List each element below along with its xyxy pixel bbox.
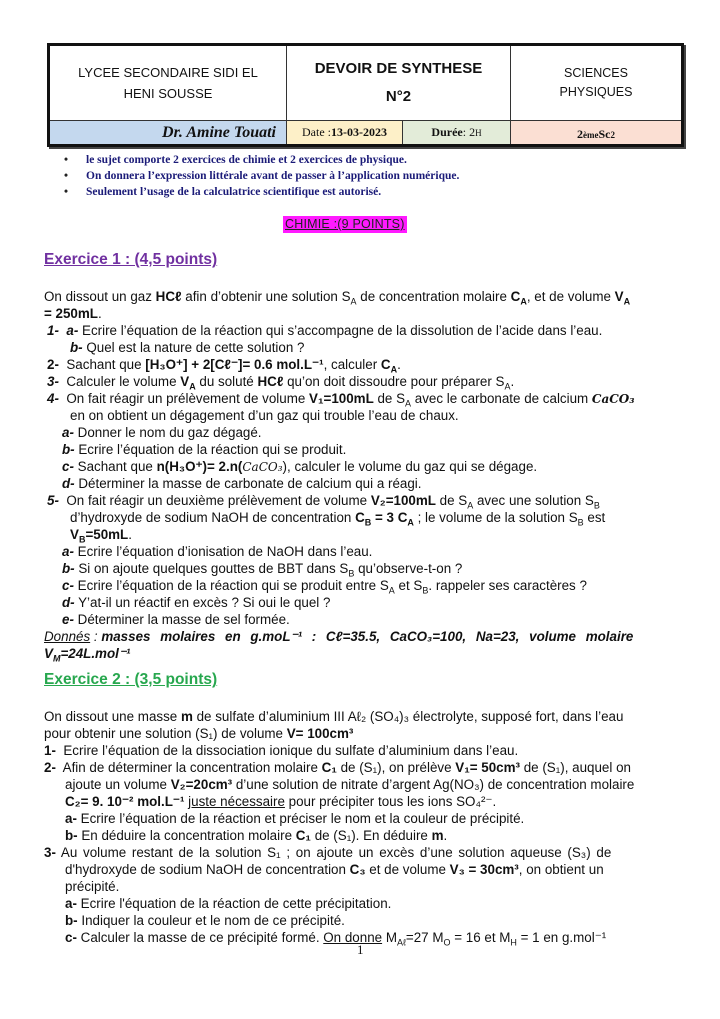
class-level: 2 [577, 127, 583, 141]
ex1-question-5: 5- On fait réagir un deuxième prélèvement de volume V₂=100mL de $S_A$ avec une solution $S_B$ [47, 493, 600, 511]
subject-line-1: SCIENCES [564, 66, 628, 80]
school-line-2: HENI SOUSSE [123, 86, 213, 101]
exercise-1-intro: On dissout un gaz HCℓ afin d’obtenir une solution $S_A$ de concentration molaire $C_A$, et de volume $V_A$ = 250mL. [44, 289, 631, 321]
ex1-question-5-cont2: $V_B=50mL$. [70, 527, 132, 545]
ex1-question-5a: a- Ecrire l’équation d’ionisation de NaOH dans l’eau. [62, 544, 373, 559]
ex1-question-4c: c- Sachant que n(H₃O⁺)= 2.n(CaCO₃), calculer le volume du gaz qui se dégage. [62, 459, 538, 474]
ex2-question-3: 3- Au volume restant de la solution S₁ ; on ajoute un excès d’une solution aqueuse (S₃) de [44, 845, 612, 860]
ex2-intro-cont: pour obtenir une solution (S₁) de volume V= 100cm³ [44, 726, 354, 741]
ex1-question-5b: b- Si on ajoute quelques gouttes de BBT dans $S_B$ qu’observe-t-on ? [62, 561, 463, 579]
school-name [50, 46, 287, 120]
ex2-question-2-cont: ajoute un volume V₂=20cm³ d’une solution de nitrate d’argent Ag(NO₃) de concentration molaire [65, 777, 635, 792]
date-value: 13-03-2023 [331, 125, 387, 139]
exam-duration: Durée : 2 H [403, 121, 511, 144]
subject [511, 46, 681, 120]
exam-date [287, 121, 403, 144]
ex2-question-2-cont2: C₂= 9. 10⁻² mol.L⁻¹ juste nécessaire pour précipiter tous les ions SO₄²⁻. [65, 794, 497, 809]
exam-number: N°2 [385, 88, 412, 105]
ex2-question-3c: c- Calculer la masse de ce précipité formé. On donne $M_{A\ell}=27$ $M_O = 16$ et $M_H = 1$ en g.mol⁻¹ [65, 930, 607, 948]
ex1-question-1b: b- Quel est la nature de cette solution ? [70, 340, 305, 355]
instructions-list [62, 152, 459, 200]
ex1-question-1a: 1- a- Ecrire l’équation de la réaction qui s’accompagne de la dissolution de l’acide dans l’eau. [47, 323, 603, 338]
page-number: 1 [357, 942, 364, 957]
ex2-question-2b: b- En déduire la concentration molaire C₁ de (S₁). En déduire m. [65, 828, 448, 843]
exam-title-text: DEVOIR DE SYNTHESE [314, 60, 483, 77]
ex1-question-4-cont: en on obtient un dégagement d’un gaz qui trouble l’eau de chaux. [70, 408, 459, 423]
exercise-1-title: Exercice 1 : (4,5 points) [44, 251, 218, 268]
ex1-question-4: 4- On fait réagir un prélèvement de volume V₁=100mL de $S_A$ avec le carbonate de calcium CaCO₃ [47, 391, 635, 409]
ex1-question-2: 2- Sachant que [H₃O⁺] + 2[Cℓ⁻]= 0.6 mol.L⁻¹, calculer $C_A$. [47, 357, 401, 375]
ex2-question-3-cont: d'hydroxyde de sodium NaOH de concentration C₃ et de volume V₃ = 30cm³, on obtient un [65, 862, 604, 877]
ex2-intro: On dissout une masse m de sulfate d’aluminium III Aℓ₂ (SO₄)₃ électrolyte, supposé fort, dans l’eau [44, 709, 624, 724]
ex1-given-data-cont: $V_M=24L.mol^{-1}$ [44, 646, 131, 664]
author-name: Dr. Amine Touati [50, 121, 287, 144]
ex2-question-2a: a- Ecrire l’équation de la réaction et préciser le nom et la couleur de précipité. [65, 811, 525, 826]
ex1-question-5c: c- Ecrire l’équation de la réaction qui se produit entre $S_A$ et $S_B$. rappeler ses caractères ? [62, 578, 587, 596]
instruction-item: • le sujet comporte 2 exercices de chimie et 2 exercices de physique. [62, 152, 459, 168]
header-row-top [50, 46, 681, 120]
ex1-question-3: 3- Calculer le volume $V_A$ du soluté HCℓ qu’on doit dissoudre pour préparer $S_A$. [47, 374, 515, 392]
ex1-question-4a: a- Donner le nom du gaz dégagé. [62, 425, 262, 440]
exam-title [287, 46, 511, 120]
ex1-question-5d: d- Y’at-il un réactif en excès ? Si oui le quel ? [62, 595, 331, 610]
class-section: Sc [598, 127, 611, 141]
ex2-question-3a: a- Ecrire l'équation de la réaction de cette précipitation. [65, 896, 392, 911]
school-line-1: LYCEE SECONDAIRE SIDI EL [78, 65, 258, 80]
instruction-item: • Seulement l’usage de la calculatrice scientifique est autorisé. [62, 184, 459, 200]
duration-label: Durée [431, 125, 463, 139]
ex2-question-2: 2- Afin de déterminer la concentration molaire C₁ de (S₁), on prélève V₁= 50cm³ de (S₁), auquel on [44, 760, 631, 775]
subject-line-2: PHYSIQUES [559, 85, 633, 99]
ex1-question-5e: e- Déterminer la masse de sel formée. [62, 612, 290, 627]
section-title-chimie: CHIMIE :(9 POINTS) [285, 217, 405, 231]
ex1-question-5-cont: d’hydroxyde de sodium NaOH de concentration $C_B = 3$ $C_A$ ; le volume de la solution $S_B$ est [70, 510, 606, 528]
ex2-question-1: 1- Ecrire l’équation de la dissociation ionique du sulfate d’aluminium dans l’eau. [44, 743, 519, 758]
exercise-2-title: Exercice 2 : (3,5 points) [44, 671, 218, 688]
ex2-question-3b: b- Indiquer la couleur et le nom de ce précipité. [65, 913, 345, 928]
ex1-question-4d: d- Déterminer la masse de carbonate de calcium qui a réagi. [62, 476, 422, 491]
instruction-item: • On donnera l’expression littérale avant de passer à l’application numérique. [62, 168, 459, 184]
duration-value: : 2 [462, 125, 476, 139]
exam-header [47, 43, 684, 147]
ex2-question-3-cont2: précipité. [65, 879, 120, 894]
date-label: Date : [302, 125, 331, 139]
class-name: 2 ème Sc 2 [511, 121, 681, 144]
header-row-bottom [50, 120, 681, 144]
ex1-given-data: Donnés : masses molaires en g.moL⁻¹ : Cℓ=35.5, CaCO₃=100, Na=23, volume molaire [44, 629, 634, 644]
ex1-question-4b: b- Ecrire l’équation de la réaction qui se produit. [62, 442, 347, 457]
